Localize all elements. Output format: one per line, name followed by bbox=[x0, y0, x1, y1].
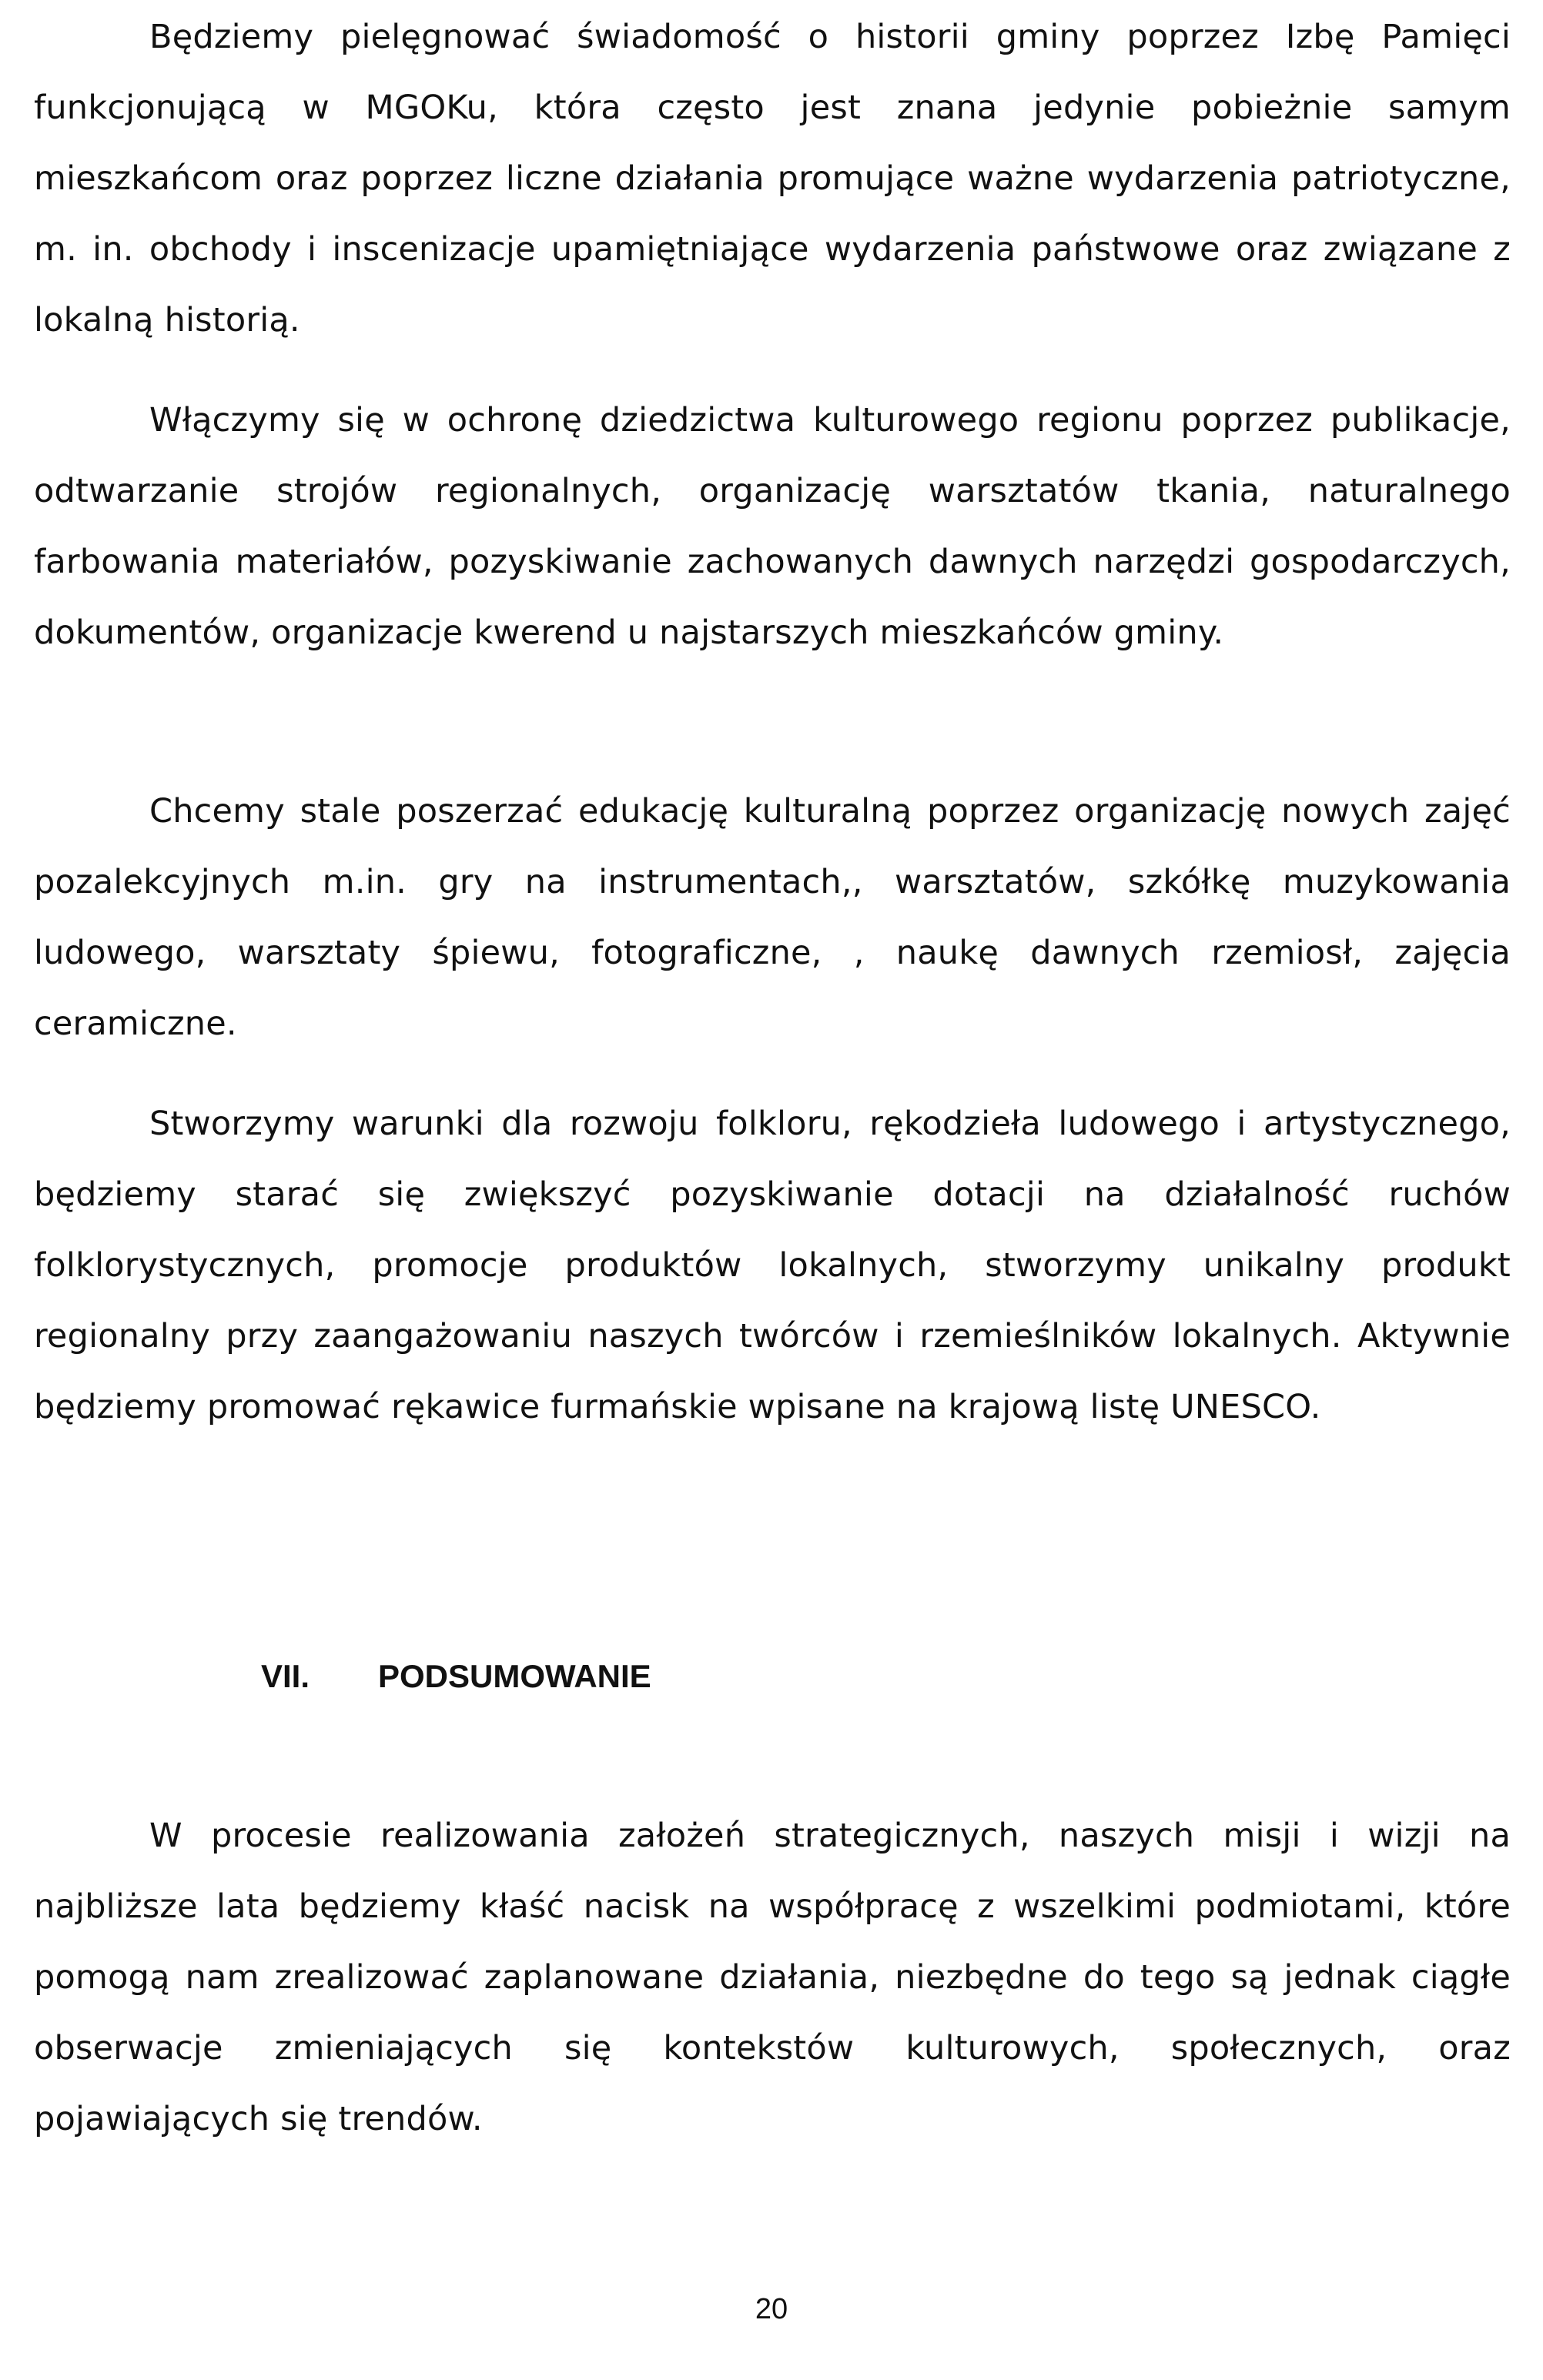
page-number: 20 bbox=[755, 2293, 788, 2325]
section-title: PODSUMOWANIE bbox=[378, 1658, 651, 1694]
paragraph-summary: W procesie realizowania założeń strategicznych, naszych misji i wizji na najbliższe lata będziemy kłaść nacisk na współpracę z wszelkimi podmiotami, które pomogą nam zrealizować zaplanowane działania, niezbędne do tego są jednak ciągłe obserwacje zmieniających się kontekstów kulturowych, społecznych, oraz pojawiających się trendów. bbox=[34, 1817, 1511, 2138]
paragraph-history-awareness: Będziemy pielęgnować świadomość o historii gminy poprzez Izbę Pamięci funkcjonującą w MGOKu, która często jest znana jedynie pobieżnie samym mieszkańcom oraz poprzez liczne działania promujące ważne wydarzenia patriotyczne, m. in. obchody i inscenizacje upamiętniające wydarzenia państwowe oraz związane z lokalną historią. bbox=[34, 18, 1511, 339]
section-heading bbox=[261, 1653, 651, 1700]
paragraph-cultural-education: Chcemy stale poszerzać edukację kulturalną poprzez organizację nowych zajęć pozalekcyjnych m.in. gry na instrumentach,, warsztatów, szkółkę muzykowania ludowego, warsztaty śpiewu, fotograficzne, , naukę dawnych rzemiosł, zajęcia ceramiczne. bbox=[34, 792, 1511, 1043]
paragraph-cultural-heritage: Włączymy się w ochronę dziedzictwa kulturowego regionu poprzez publikacje, odtwarzanie strojów regionalnych, organizację warsztatów tkania, naturalnego farbowania materiałów, pozyskiwanie zachowanych dawnych narzędzi gospodarczych, dokumentów, organizacje kwerend u najstarszych mieszkańców gminy. bbox=[34, 401, 1511, 652]
section-number: VII. bbox=[261, 1658, 310, 1694]
paragraph-folklore-development: Stworzymy warunki dla rozwoju folkloru, rękodzieła ludowego i artystycznego, będziemy starać się zwiększyć pozyskiwanie dotacji na działalność ruchów folklorystycznych, promocje produktów lokalnych, stworzymy unikalny produkt regionalny przy zaangażowaniu naszych twórców i rzemieślników lokalnych. Aktywnie będziemy promować rękawice furmańskie wpisane na krajową listę UNESCO. bbox=[34, 1105, 1511, 1426]
